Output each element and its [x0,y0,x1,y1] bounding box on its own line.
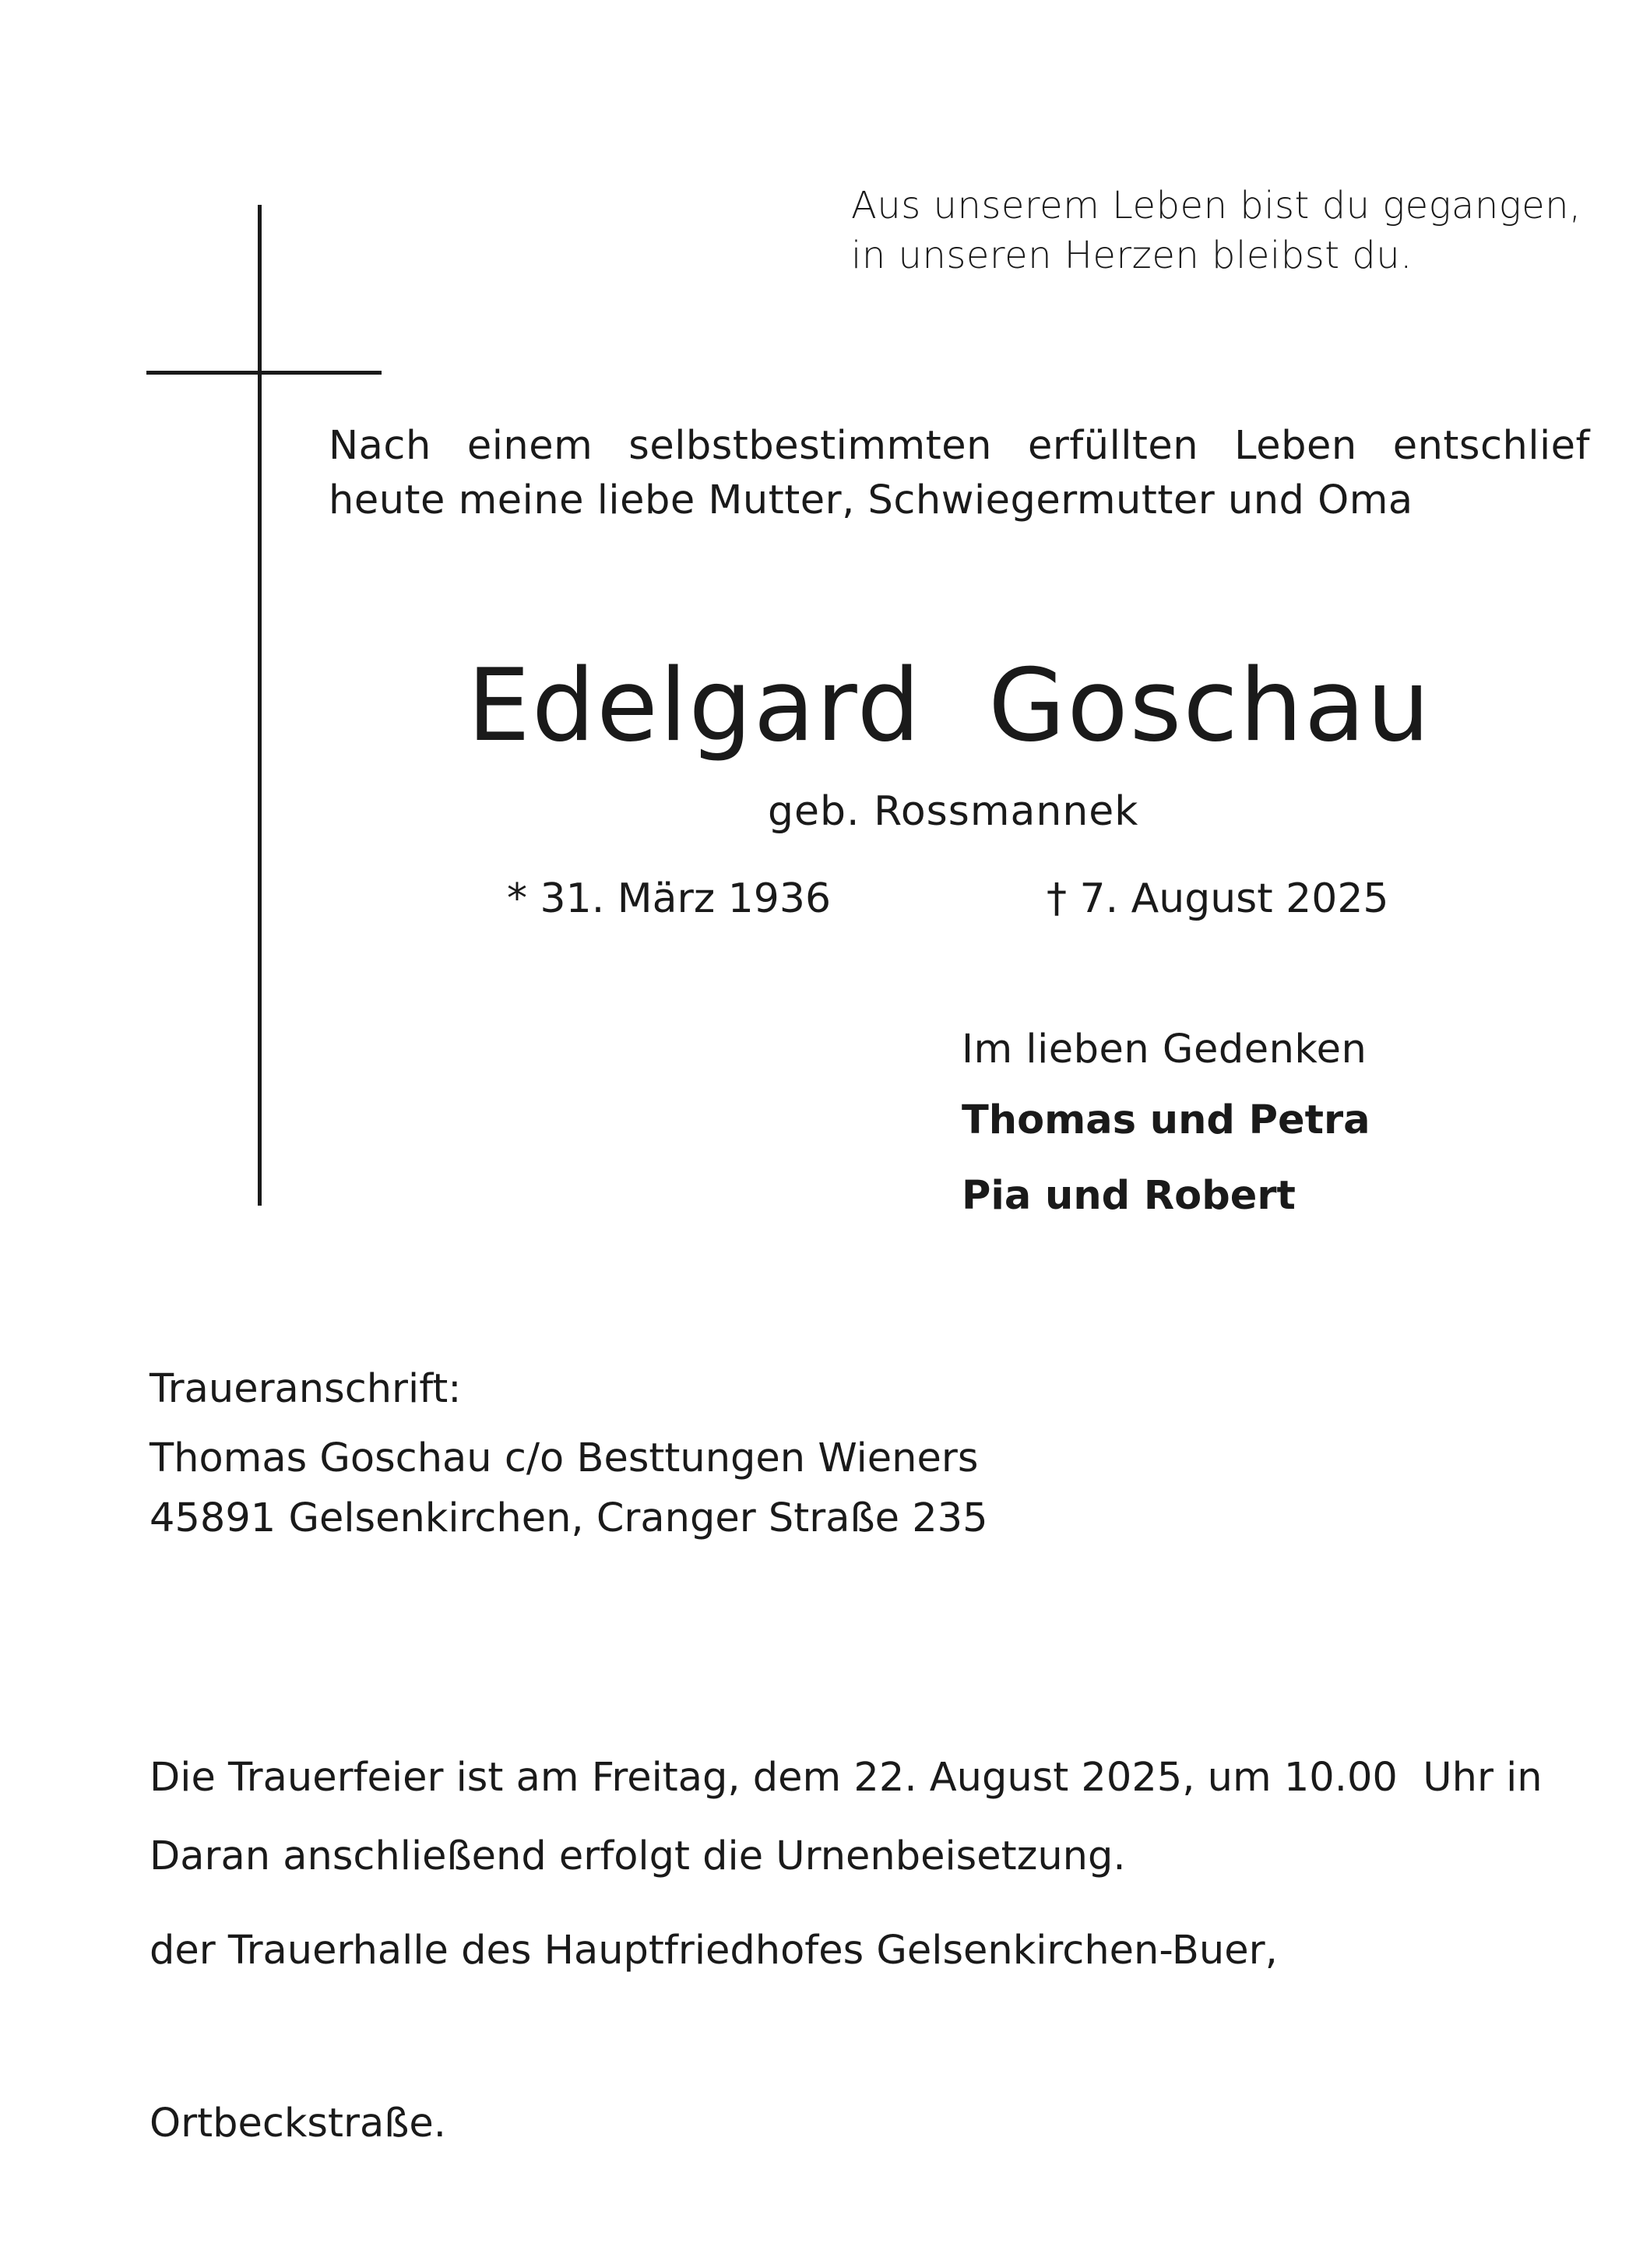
closing-note: Daran anschließend erfolgt die Urnenbeisetzung. [150,1833,1126,1879]
mourner-name: Pia und Robert [962,1173,1296,1219]
birth-date: * 31. März 1936 [507,875,832,922]
maiden-name: geb. Rossmannek [768,788,1139,835]
cross-vertical-beam [258,205,262,1206]
intro-line-1: Nach einem selbstbestimmten erfüllten Leben entschlief [329,423,1590,469]
deceased-name: Edelgard Goschau [467,648,1432,764]
motto-line-2: in unseren Herzen bleibst du. [851,234,1413,277]
mourner-name: Thomas und Petra [962,1097,1370,1143]
motto-line-1: Aus unserem Leben bist du gegangen, [851,184,1581,227]
intro-text [329,419,1590,528]
service-line-1: Die Trauerfeier ist am Freitag, dem 22. August 2025, um 10.00 Uhr in [150,1755,1543,1801]
memory-label: Im lieben Gedenken [962,1027,1367,1072]
address-label: Traueranschrift: [150,1366,462,1412]
death-date: † 7. August 2025 [1047,875,1389,922]
cross-horizontal-beam [146,371,382,375]
intro-line-2: heute meine liebe Mutter, Schwiegermutter und Oma [329,477,1413,523]
address-line-2: 45891 Gelsenkirchen, Cranger Straße 235 [150,1495,988,1541]
address-line-1: Thomas Goschau c/o Besttungen Wieners [150,1435,979,1481]
service-line-2: der Trauerhalle des Hauptfriedhofes Gelsenkirchen-Buer, [150,1928,1278,1974]
service-details [150,1634,1543,2268]
motto-verse [851,181,1581,280]
service-line-3: Ortbeckstraße. [150,2101,446,2146]
